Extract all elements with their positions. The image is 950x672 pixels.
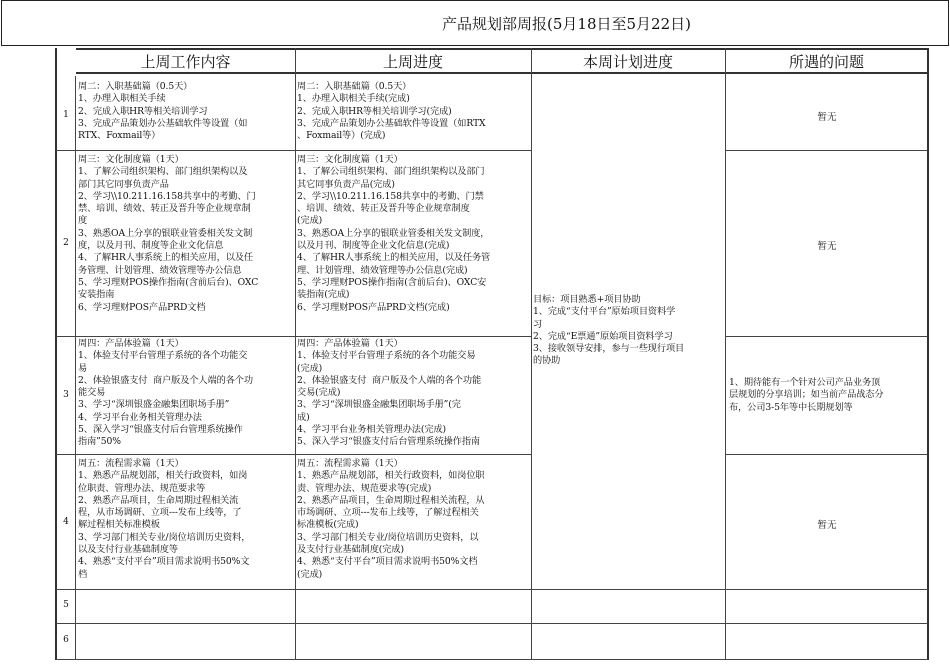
row-4-progress — [297, 458, 485, 581]
page-title: 产品规划部周报(5月18日至5月22日) — [442, 15, 691, 33]
text-line: 度 — [78, 215, 88, 227]
text-line: (完成) — [297, 362, 323, 374]
text-line: 禁、培训、绩效、转正及晋升等企业规章制 — [78, 203, 251, 215]
text-line: 3、学习部门相关专业/岗位培训历史资料，以 — [297, 531, 479, 543]
text-line: (完成) — [297, 568, 323, 580]
text-line: 3、接收领导安排，参与一些现行项目 — [533, 343, 685, 355]
this-week-plan-cell — [533, 294, 684, 368]
title-box — [1, 0, 949, 46]
header-last-week-progress: 上周进度 — [295, 48, 531, 74]
row-divider-1 — [56, 150, 531, 151]
text-line: 6、学习理财POS产品PRD文档(完成) — [297, 301, 450, 313]
header-issues: 所遇的问题 — [725, 48, 928, 74]
text-line: 及支付行业基础制度(完成) — [297, 544, 404, 556]
col-divider-2 — [531, 48, 532, 660]
text-line: (完成) — [297, 215, 323, 227]
text-line: 成) — [297, 411, 310, 423]
text-line: 2、学习\\10.211.16.158共享中的考勤、门 — [78, 190, 256, 202]
header-last-week-work: 上周工作内容 — [76, 48, 295, 74]
row-3-work — [78, 338, 253, 449]
text-line: 责、管理办法、规范要求等(完成) — [297, 482, 432, 494]
text-line: 1、了解公司组织架构、部门组织架构以及部门 — [297, 166, 485, 178]
text-line: 交易(完成) — [297, 387, 341, 399]
text-line: 周四：产品体验篇（1天） — [78, 338, 184, 349]
text-line: 4、熟悉“支付平台”项目需求说明书50%文 — [78, 556, 250, 568]
text-line: 2、完成入职HR等相关培训学习 — [78, 105, 208, 117]
text-line: 5、深入学习“银盛支付后台管理系统操作指南 — [297, 436, 481, 448]
table-left-border — [55, 48, 57, 660]
text-line: 4、学习平台业务相关管理办法 — [78, 411, 202, 423]
row-divider-2-issue — [725, 336, 927, 337]
row-1-issue: 暂无 — [817, 112, 837, 123]
row-2-work — [78, 154, 258, 314]
row-number: 5 — [63, 600, 69, 610]
text-line: 3、学习“深圳银盛金融集团职场手册” — [78, 399, 230, 411]
text-line: 2、体验银盛支付 商户版及个人端的各个功 — [78, 374, 253, 386]
col-divider-3 — [725, 48, 726, 660]
col-divider-no — [75, 76, 76, 660]
text-line: 以及支付行业基础制度等 — [78, 544, 178, 556]
header-this-week-plan: 本周计划进度 — [531, 48, 725, 74]
text-line: 理、计划管理、绩效管理等办公信息(完成) — [297, 264, 468, 276]
row-4-issue: 暂无 — [817, 520, 837, 531]
text-line: 部门其它同事负责产品 — [78, 178, 169, 190]
text-line: 度，以及月刊、制度等企业文化信息 — [78, 240, 224, 252]
text-line: 周二：入职基础篇（0.5天） — [78, 81, 193, 92]
row-number: 2 — [63, 238, 69, 248]
text-line: 布，公司3-5年等中长期规划等 — [729, 401, 853, 413]
row-4-work — [78, 458, 250, 581]
col-divider-1 — [295, 48, 296, 660]
row-divider-1-issue — [725, 150, 927, 151]
text-line: 5、学习理财POS操作指南(含前后台)、OXC — [78, 276, 259, 288]
text-line: 3、学习部门相关专业/岗位培训历史资料， — [78, 531, 251, 543]
text-line: 4、了解HR人事系统上的相关应用，以及任 — [78, 252, 253, 264]
text-line: 1、体验支付平台管理子系统的各个功能交易 — [297, 350, 476, 362]
text-line: 市场调研、立项---发布上线等，了解过程相关 — [297, 507, 479, 519]
text-line: 4、熟悉“支付平台”项目需求说明书50%文档 — [297, 556, 478, 568]
text-line: 周五：流程需求篇（1天） — [78, 458, 184, 469]
text-line: 程，从市场调研、立项---发布上线等，了 — [78, 507, 242, 519]
text-line: 务管理、计划管理、绩效管理等办公信息 — [78, 264, 242, 276]
text-line: 装指南(完成) — [297, 289, 350, 301]
text-line: 2、熟悉产品项目，生命周期过程相关流 — [78, 494, 239, 506]
text-line: 5、深入学习“银盛支付后台管理系统操作 — [78, 424, 243, 436]
text-line: 周三：文化制度篇（1天） — [78, 154, 184, 165]
text-line: 1、完成“支付平台”原始项目资料学 — [533, 306, 676, 318]
text-line: 标准模板(完成) — [297, 519, 359, 531]
text-line: 2、完成入职HR等相关培训学习(完成) — [297, 105, 452, 117]
text-line: 1、熟悉产品规划部，相关行政资料，如岗位职 — [297, 470, 485, 482]
text-line: 安装指南 — [78, 289, 115, 301]
text-line: 2、完成“E票通”原始项目资料学习 — [533, 330, 673, 342]
text-line: 目标：项目熟悉+项目协助 — [533, 294, 641, 305]
text-line: 6、学习理财POS产品PRD文档 — [78, 301, 206, 313]
text-line: 5、学习理财POS操作指南(含前后台)、OXC安 — [297, 276, 487, 288]
text-line: 3、熟悉OA上分享的银联业管委相关发文制度， — [297, 227, 490, 239]
text-line: 习 — [533, 318, 543, 330]
row-2-progress — [297, 154, 490, 314]
text-line: 3、完成产品策划办公基础软件等设置（如 — [78, 117, 248, 129]
text-line: 周二：入职基础篇（0.5天） — [297, 81, 412, 92]
text-line: 周三：文化制度篇（1天） — [297, 154, 403, 165]
text-line: 1、办理入职相关手续 — [78, 93, 166, 105]
row-divider-3-issue — [725, 454, 927, 455]
row-number: 1 — [63, 110, 69, 120]
text-line: 周四：产品体验篇（1天） — [297, 338, 403, 349]
text-line: 档 — [78, 568, 88, 580]
text-line: 能交易 — [78, 387, 106, 399]
text-line: 3、熟悉OA上分享的银联业管委相关发文制 — [78, 227, 253, 239]
text-line: 以及月刊、制度等企业文化信息(完成) — [297, 240, 450, 252]
text-line: 位职责、管理办法、规范要求等 — [78, 482, 206, 494]
text-line: 4、学习平台业务相关管理办法(完成) — [297, 424, 447, 436]
text-line: 1、体验支付平台管理子系统的各个功能交 — [78, 350, 248, 362]
text-line: RTX、Foxmail等） — [78, 130, 161, 142]
row-1-progress — [297, 81, 485, 142]
text-line: 1、了解公司组织架构、部门组织架构以及 — [78, 166, 248, 178]
row-3-issue — [729, 377, 884, 414]
text-line: 2、学习\\10.211.16.158共享中的考勤、门禁 — [297, 190, 484, 202]
row-2-issue: 暂无 — [817, 241, 837, 252]
text-line: 、Foxmail等）(完成) — [297, 130, 386, 142]
text-line: 的协助 — [533, 355, 561, 367]
table-right-border — [927, 48, 929, 660]
row-divider-4 — [56, 589, 928, 590]
text-line: 层规划的分享培训；如当前产品战态分 — [729, 389, 884, 401]
text-line: 1、办理入职相关手续(完成) — [297, 93, 410, 105]
row-number: 3 — [63, 390, 69, 400]
text-line: 2、熟悉产品项目，生命周期过程相关流程，从 — [297, 494, 485, 506]
text-line: 1、熟悉产品规划部，相关行政资料，如岗 — [78, 470, 248, 482]
text-line: 2、体验银盛支付 商户版及个人端的各个功能 — [297, 374, 482, 386]
row-number: 4 — [63, 517, 69, 527]
text-line: 1、期待能有一个针对公司产品业务顶 — [729, 377, 881, 388]
row-divider-3 — [56, 454, 531, 455]
text-line: 解过程相关标准模板 — [78, 519, 160, 531]
row-divider-2 — [56, 336, 531, 337]
text-line: 周五：流程需求篇（1天） — [297, 458, 403, 469]
text-line: 、培训、绩效、转正及晋升等企业规章制度 — [297, 203, 470, 215]
text-line: 4、了解HR人事系统上的相关应用，以及任务管 — [297, 252, 491, 264]
text-line: 3、完成产品策划办公基础软件等设置（如RTX — [297, 117, 486, 129]
row-1-work — [78, 81, 247, 142]
text-line: 指南”50% — [78, 436, 121, 448]
text-line: 3、学习“深圳银盛金融集团职场手册”(完 — [297, 399, 461, 411]
row-number: 6 — [63, 635, 69, 645]
text-line: 易 — [78, 362, 88, 374]
row-3-progress — [297, 338, 481, 449]
text-line: 其它同事负责产品(完成) — [297, 178, 395, 190]
row-divider-5 — [56, 623, 928, 624]
table-bottom-border — [56, 659, 928, 660]
